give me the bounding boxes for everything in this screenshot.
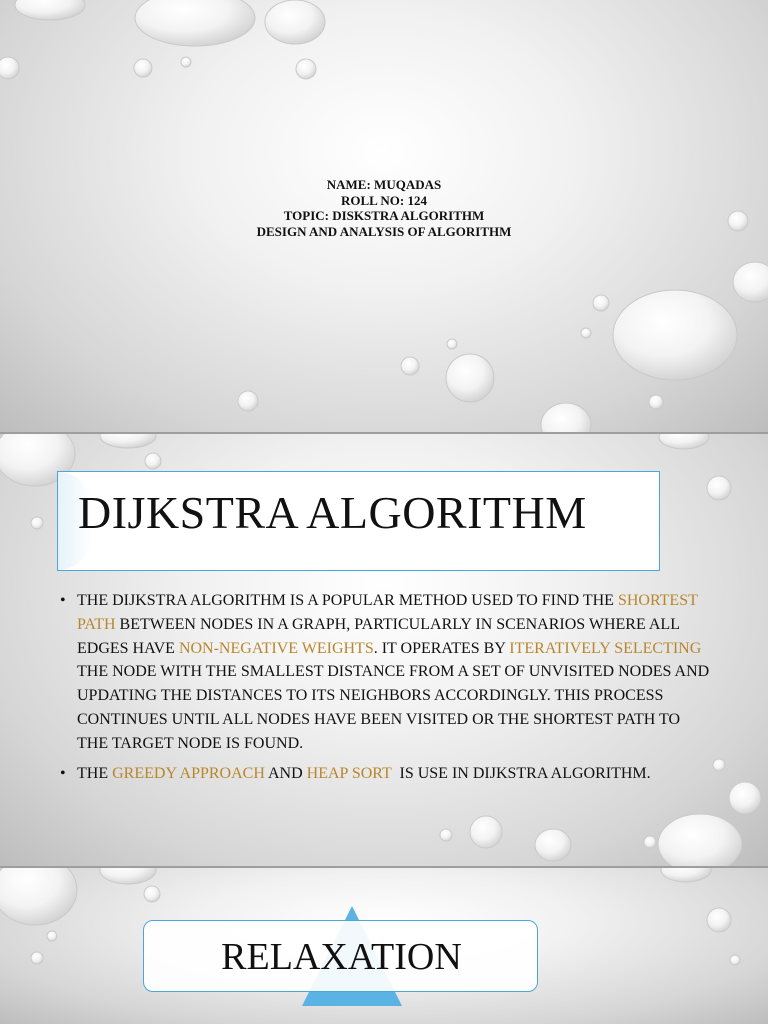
slide-title-box (57, 471, 660, 571)
bullet-text: AND (264, 764, 307, 782)
bullet-text: . IT OPERATES BY (373, 639, 510, 657)
slide-title: DIJKSTRA ALGORITHM (78, 487, 587, 538)
title-info-block (0, 177, 768, 239)
slide-title-box (143, 920, 538, 992)
course-line: DESIGN AND ANALYSIS OF ALGORITHM (256, 223, 512, 239)
title-slide (0, 0, 768, 432)
slide-title: RELAXATION (221, 936, 462, 978)
relaxation-slide (0, 868, 768, 1024)
highlight-shortest-path: SHORTEST PATH (77, 592, 698, 633)
bullet-text: IS USE IN DIJKSTRA ALGORITHM. (391, 764, 651, 782)
student-name: NAME: MUQADAS (326, 177, 442, 192)
bullet-marker: • (60, 592, 66, 609)
bullet-item (60, 589, 710, 756)
highlight-non-negative-weights: NON-NEGATIVE WEIGHTS (178, 639, 374, 657)
bullet-text: THE DIJKSTRA ALGORITHM IS A POPULAR METHOD USED TO FIND THE (77, 592, 618, 609)
highlight-iteratively-selecting: ITERATIVELY SELECTING (509, 639, 702, 657)
topic-line: TOPIC: DISKSTRA ALGORITHM (283, 208, 485, 223)
highlight-greedy-approach: GREEDY APPROACH (112, 764, 265, 782)
bullet-item (60, 762, 710, 786)
bullet-marker: • (60, 764, 66, 782)
bullet-text: THE NODE WITH THE SMALLEST DISTANCE FROM A SET OF UNVISITED NODES AND UPDATING THE DISTANCES TO ITS NEIGHBORS ACCORDINGLY. THIS PROCESS CONTINUES UNTIL ALL NODES HAVE BEEN VISITED OR THE SHORTEST PATH TO THE TARGET NODE IS FOUND. (77, 663, 710, 752)
bullet-text: BETWEEN NODES IN A GRAPH, PARTICULARLY IN SCENARIOS WHERE ALL EDGES HAVE (77, 615, 680, 657)
bullet-list (60, 589, 710, 791)
roll-number: ROLL NO: 124 (341, 192, 427, 208)
bullet-text: THE (77, 764, 113, 782)
dijkstra-slide (0, 434, 768, 866)
highlight-heap-sort: HEAP SORT (306, 764, 392, 782)
